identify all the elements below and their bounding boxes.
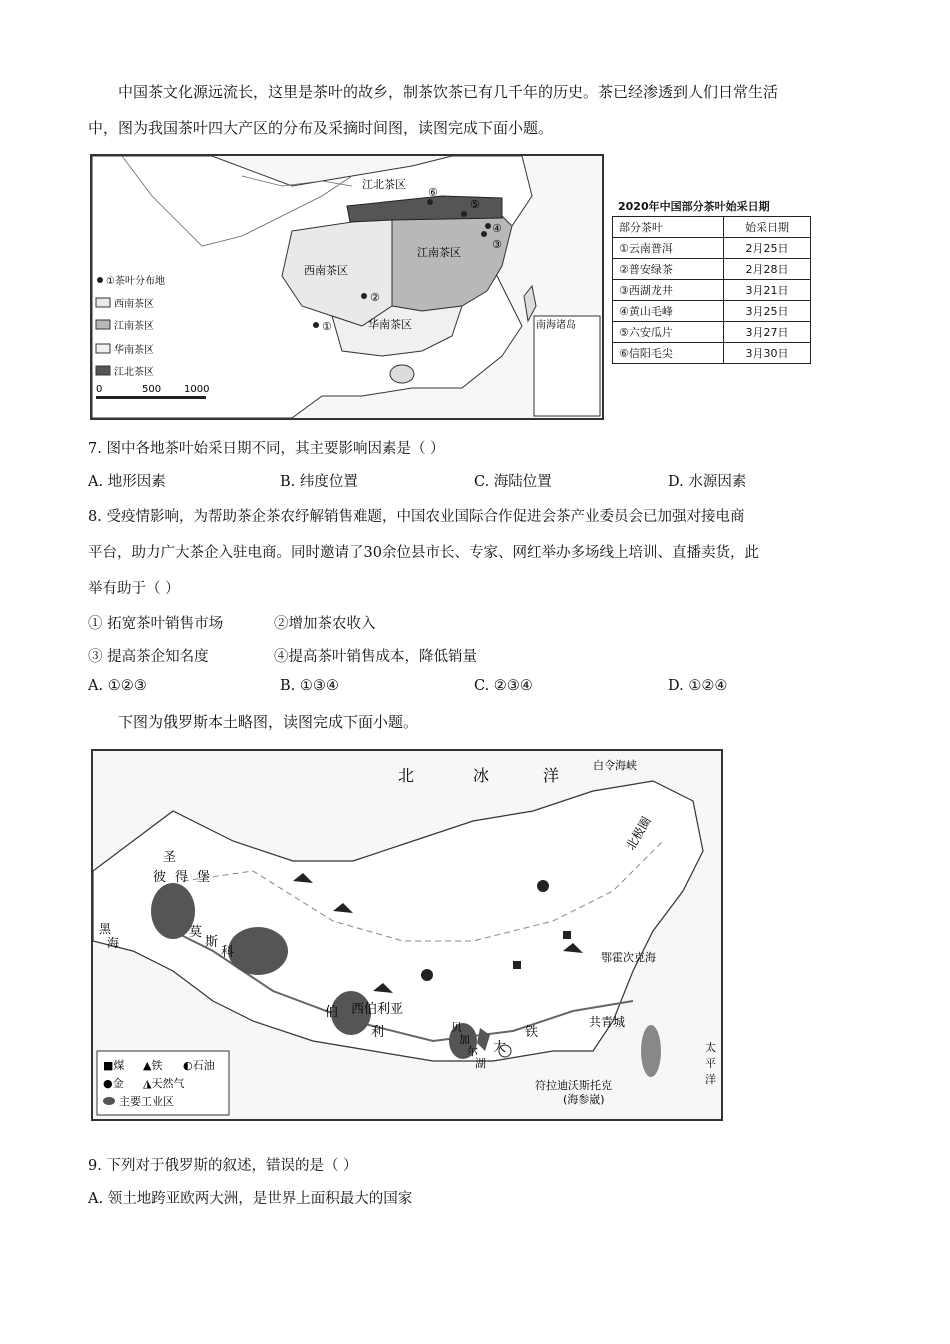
scale-0: 0 (96, 384, 103, 395)
point-2 (361, 293, 367, 299)
industrial-area (228, 927, 288, 975)
legend-southwest-label: 西南茶区 (114, 299, 154, 310)
jiangbei-label: 江北茶区 (362, 178, 406, 191)
legend-huanan-swatch (96, 344, 110, 353)
label-okhotsk: 鄂霍次克海 (601, 951, 656, 964)
legend-gold: ●金 (103, 1077, 124, 1090)
table-row (613, 322, 811, 343)
intro-paragraph-1 (88, 74, 868, 146)
label-li: 利 (371, 1025, 385, 1040)
table-cell: 3月30日 (724, 343, 811, 364)
point-1-label: ① (322, 320, 332, 333)
q8-item-2: ②增加茶农收入 (274, 616, 376, 632)
label-hai: 海 (107, 936, 120, 950)
q8-stem-line-2: 平台，助力广大茶企入驻电商。同时邀请了30余位县市长、专家、网红举办多场线上培训、直播卖货，此 (88, 545, 759, 561)
table-cell: ②普安绿茶 (613, 259, 724, 280)
legend-industrial-swatch (103, 1097, 115, 1105)
legend-jiangbei-label: 江北茶区 (114, 367, 154, 378)
label-ping: 平 (705, 1057, 716, 1070)
russia-map-svg (93, 751, 721, 1119)
table-cell: 3月25日 (724, 301, 811, 322)
south-sea-inset (534, 316, 600, 416)
q9-stem: 9. 下列对于俄罗斯的叙述，错误的是（ ） (88, 1158, 358, 1174)
q8-stem-line-1: 8. 受疫情影响，为帮助茶企茶农纾解销售难题，中国农业国际合作促进会茶产业委员会已加强对接电商 (88, 509, 745, 525)
label-bing: 冰 (473, 766, 490, 785)
point-5 (461, 211, 467, 217)
table-header-row (613, 217, 811, 238)
q9-option-a[interactable]: A. 领土地跨亚欧两大洲，是世界上面积最大的国家 (88, 1191, 413, 1207)
point-4 (485, 223, 491, 229)
china-map-svg (92, 156, 602, 418)
label-tie: 铁 (525, 1025, 539, 1040)
point-1 (313, 322, 319, 328)
q8-stem-line-3: 举有助于（ ） (88, 581, 180, 597)
table-row (613, 259, 811, 280)
legend-point-label: ①茶叶分布地 (106, 276, 165, 287)
legend-iron: ▲铁 (143, 1059, 163, 1072)
industrial-area (641, 1025, 661, 1077)
q7-options (88, 470, 868, 492)
label-hei: 黑 (99, 922, 112, 936)
q7-option-a[interactable]: A. 地形因素 (88, 474, 166, 490)
table-header-tea: 部分茶叶 (613, 217, 724, 238)
point-4-label: ④ (492, 222, 502, 235)
legend-huanan-label: 华南茶区 (114, 345, 154, 356)
table-cell: 2月28日 (724, 259, 811, 280)
russia-map (91, 749, 723, 1121)
label-arctic-circle: 北极圈 (623, 814, 654, 853)
table-cell: ③西湖龙井 (613, 280, 724, 301)
label-bei: 北 (398, 766, 415, 785)
legend-gas: ◮天然气 (143, 1077, 185, 1090)
label-tai: 太 (705, 1041, 716, 1054)
table-cell: ⑤六安瓜片 (613, 322, 724, 343)
scale-bar (96, 396, 206, 399)
table-cell: ①云南普洱 (613, 238, 724, 259)
q8-items-row-1 (88, 612, 868, 634)
label-da: 大 (493, 1040, 507, 1055)
table-cell: 3月21日 (724, 280, 811, 301)
label-ke: 科 (221, 945, 235, 960)
oil-symbol (537, 880, 549, 892)
legend-oil: ◐石油 (183, 1059, 215, 1072)
label-yang: 洋 (543, 766, 560, 785)
q8-item-1: ① 拓宽茶叶销售市场 (88, 616, 224, 632)
legend-coal: ■煤 (103, 1059, 125, 1072)
table-row (613, 301, 811, 322)
scale-1000: 1000 (184, 384, 210, 395)
q7-option-d[interactable]: D. 水源因素 (668, 474, 747, 490)
q8-option-d[interactable]: D. ①②④ (668, 678, 728, 694)
point-2-label: ② (370, 291, 380, 304)
legend-jiangnan-label: 江南茶区 (114, 321, 154, 332)
q8-option-c[interactable]: C. ②③④ (474, 678, 533, 694)
intro-line-1: 中国茶文化源远流长，这里是茶叶的故乡，制茶饮茶已有几千年的历史。茶已经渗透到人们日常生活 (118, 83, 779, 101)
point-6 (427, 199, 433, 205)
intro-line-2: 中，图为我国茶叶四大产区的分布及采摘时间图，读图完成下面小题。 (88, 119, 554, 137)
hainan-island (390, 365, 414, 383)
intro-paragraph-2: 下图为俄罗斯本土略图，读图完成下面小题。 (118, 713, 419, 731)
table-cell: ④黄山毛峰 (613, 301, 724, 322)
china-tea-map (90, 154, 604, 420)
label-sheng: 圣 (163, 850, 177, 865)
southwest-label: 西南茶区 (304, 264, 348, 277)
label-de: 得 (175, 870, 189, 885)
label-gongqingcheng: 共青城 (589, 1015, 626, 1029)
table-row (613, 280, 811, 301)
label-er: 尔 (467, 1045, 478, 1058)
legend-industrial: 主要工业区 (119, 1095, 174, 1108)
label-siberia: 西伯利亚 (351, 1002, 404, 1017)
label-bei2: 贝 (451, 1021, 462, 1034)
coal-symbol (563, 931, 571, 939)
point-3 (481, 231, 487, 237)
label-bi: 彼 (153, 870, 167, 885)
q7-option-b[interactable]: B. 纬度位置 (280, 474, 358, 490)
table-cell: 3月27日 (724, 322, 811, 343)
label-vladivostok: 符拉迪沃斯托克 (535, 1079, 612, 1092)
legend-jiangnan-swatch (96, 320, 110, 329)
q8-option-a[interactable]: A. ①②③ (88, 678, 147, 694)
point-5-label: ⑤ (470, 198, 480, 211)
q8-options (88, 678, 868, 700)
point-6-label: ⑥ (428, 186, 438, 199)
legend-point-symbol (97, 277, 103, 283)
scale-500: 500 (142, 384, 162, 395)
q8-option-b[interactable]: B. ①③④ (280, 678, 339, 694)
table-cell: 2月25日 (724, 238, 811, 259)
label-mo: 莫 (189, 925, 203, 940)
table-cell: ⑥信阳毛尖 (613, 343, 724, 364)
label-hu: 湖 (475, 1057, 486, 1070)
table-row (613, 343, 811, 364)
label-yang2: 洋 (705, 1073, 716, 1086)
label-jia: 加 (459, 1033, 470, 1046)
oil-symbol (421, 969, 433, 981)
q8-items-row-2 (88, 645, 868, 667)
jiangnan-label: 江南茶区 (417, 246, 461, 259)
label-haishenwai: (海参崴) (563, 1093, 605, 1106)
point-3-label: ③ (492, 238, 502, 251)
q8-item-3: ③ 提高茶企知名度 (88, 649, 209, 665)
label-bering: 白令海峡 (593, 759, 637, 772)
coal-symbol (513, 961, 521, 969)
label-bao: 堡 (197, 870, 211, 885)
table-header-date: 始采日期 (724, 217, 811, 238)
legend-southwest-swatch (96, 298, 110, 307)
q7-option-c[interactable]: C. 海陆位置 (474, 474, 552, 490)
legend-jiangbei-swatch (96, 366, 110, 375)
table-row (613, 238, 811, 259)
south-sea-label: 南海诸岛 (536, 320, 576, 331)
tea-table-title: 2020年中国部分茶叶始采日期 (618, 200, 770, 213)
huanan-label: 华南茶区 (368, 318, 412, 331)
label-si: 斯 (205, 935, 219, 950)
label-bo: 伯 (325, 1005, 339, 1020)
q7-stem: 7. 图中各地茶叶始采日期不同，其主要影响因素是（ ） (88, 441, 445, 457)
q8-item-4: ④提高茶叶销售成本，降低销量 (274, 649, 477, 665)
tea-date-table (612, 216, 811, 364)
